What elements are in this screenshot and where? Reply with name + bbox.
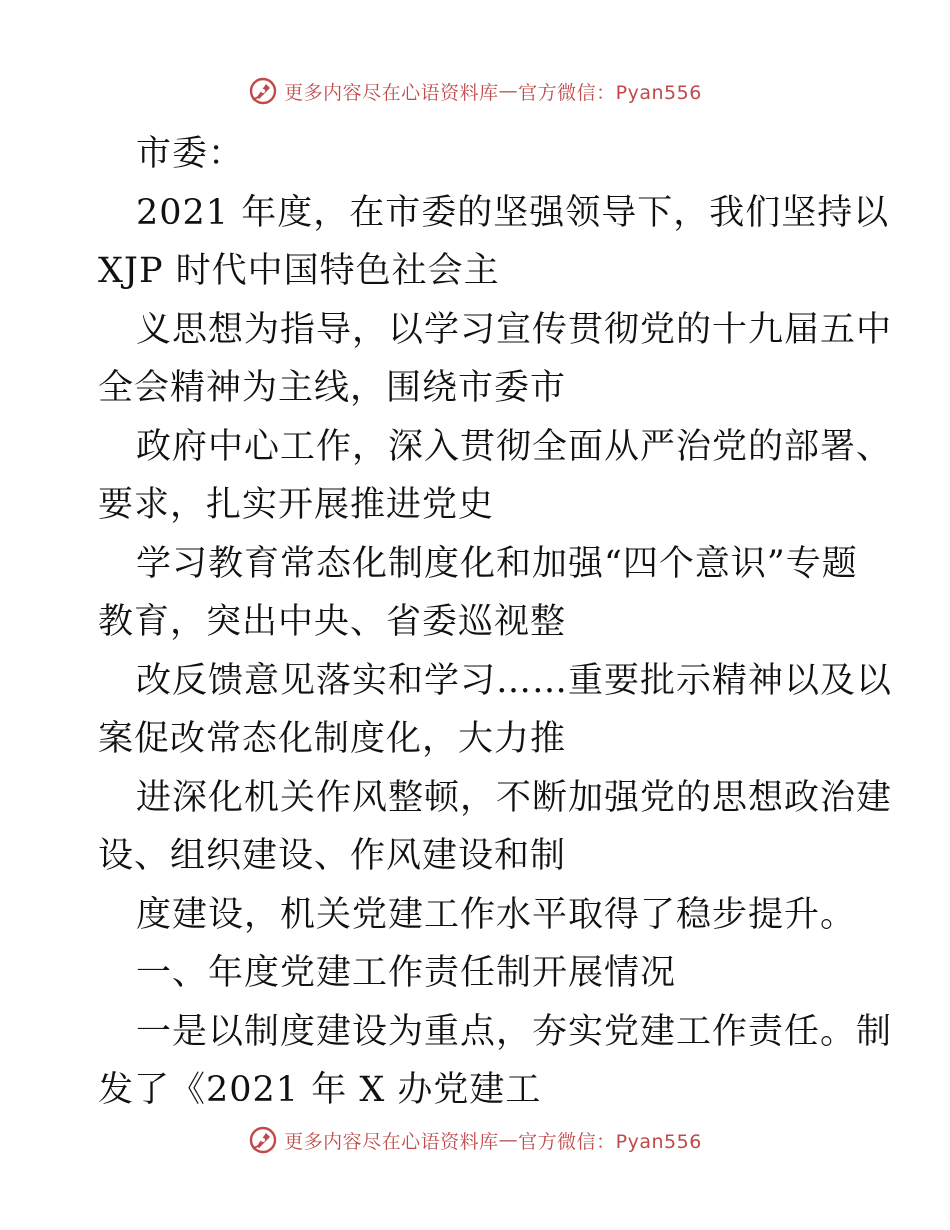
watermark-official: 官方微信：Pyan556: [518, 1130, 702, 1153]
pen-nib-logo-icon: [248, 1125, 278, 1155]
doc-line: 教育，突出中央、省委巡视整: [98, 602, 567, 642]
doc-line: 一是以制度建设为重点，夯实党建工作责任。制: [136, 1011, 893, 1052]
watermark-footer: [0, 1124, 950, 1156]
doc-line: 学习教育常态化制度化和加强“四个意识”专题: [136, 543, 858, 584]
doc-line: 政府中心工作，深入贯彻全面从严治党的部署、: [136, 426, 893, 467]
doc-line: 设、组织建设、作风建设和制: [98, 836, 567, 876]
doc-line: 市委：: [136, 134, 245, 174]
doc-line: 全会精神为主线，围绕市委市: [98, 368, 567, 408]
doc-line: 度建设，机关党建工作水平取得了稳步提升。: [136, 894, 857, 935]
section-heading: 一、年度党建工作责任制开展情况: [136, 953, 677, 993]
doc-line: 2021 年度，在市委的坚强领导下，我们坚持以: [136, 192, 890, 233]
watermark-header: [0, 75, 950, 107]
doc-line: 改反馈意见落实和学习……重要批示精神以及以: [136, 660, 893, 701]
doc-line: 义思想为指导，以学习宣传贯彻党的十九届五中: [136, 309, 893, 350]
doc-line: 案促改常态化制度化，大力推: [98, 719, 567, 759]
watermark-official: 官方微信：Pyan556: [518, 81, 702, 104]
doc-line: XJP 时代中国特色社会主: [98, 251, 500, 291]
document-body: [98, 125, 893, 1120]
pen-nib-logo-icon: [248, 76, 278, 106]
watermark-separator: —: [498, 80, 519, 102]
doc-line: 要求，扎实开展推进党史: [98, 485, 495, 525]
watermark-text: 更多内容尽在心语资料库: [284, 1130, 499, 1153]
watermark-text: 更多内容尽在心语资料库: [284, 81, 499, 104]
doc-line: 进深化机关作风整顿，不断加强党的思想政治建: [136, 777, 893, 818]
watermark-separator: —: [498, 1129, 519, 1151]
doc-line: 发了《2021 年 X 办党建工: [98, 1070, 542, 1110]
